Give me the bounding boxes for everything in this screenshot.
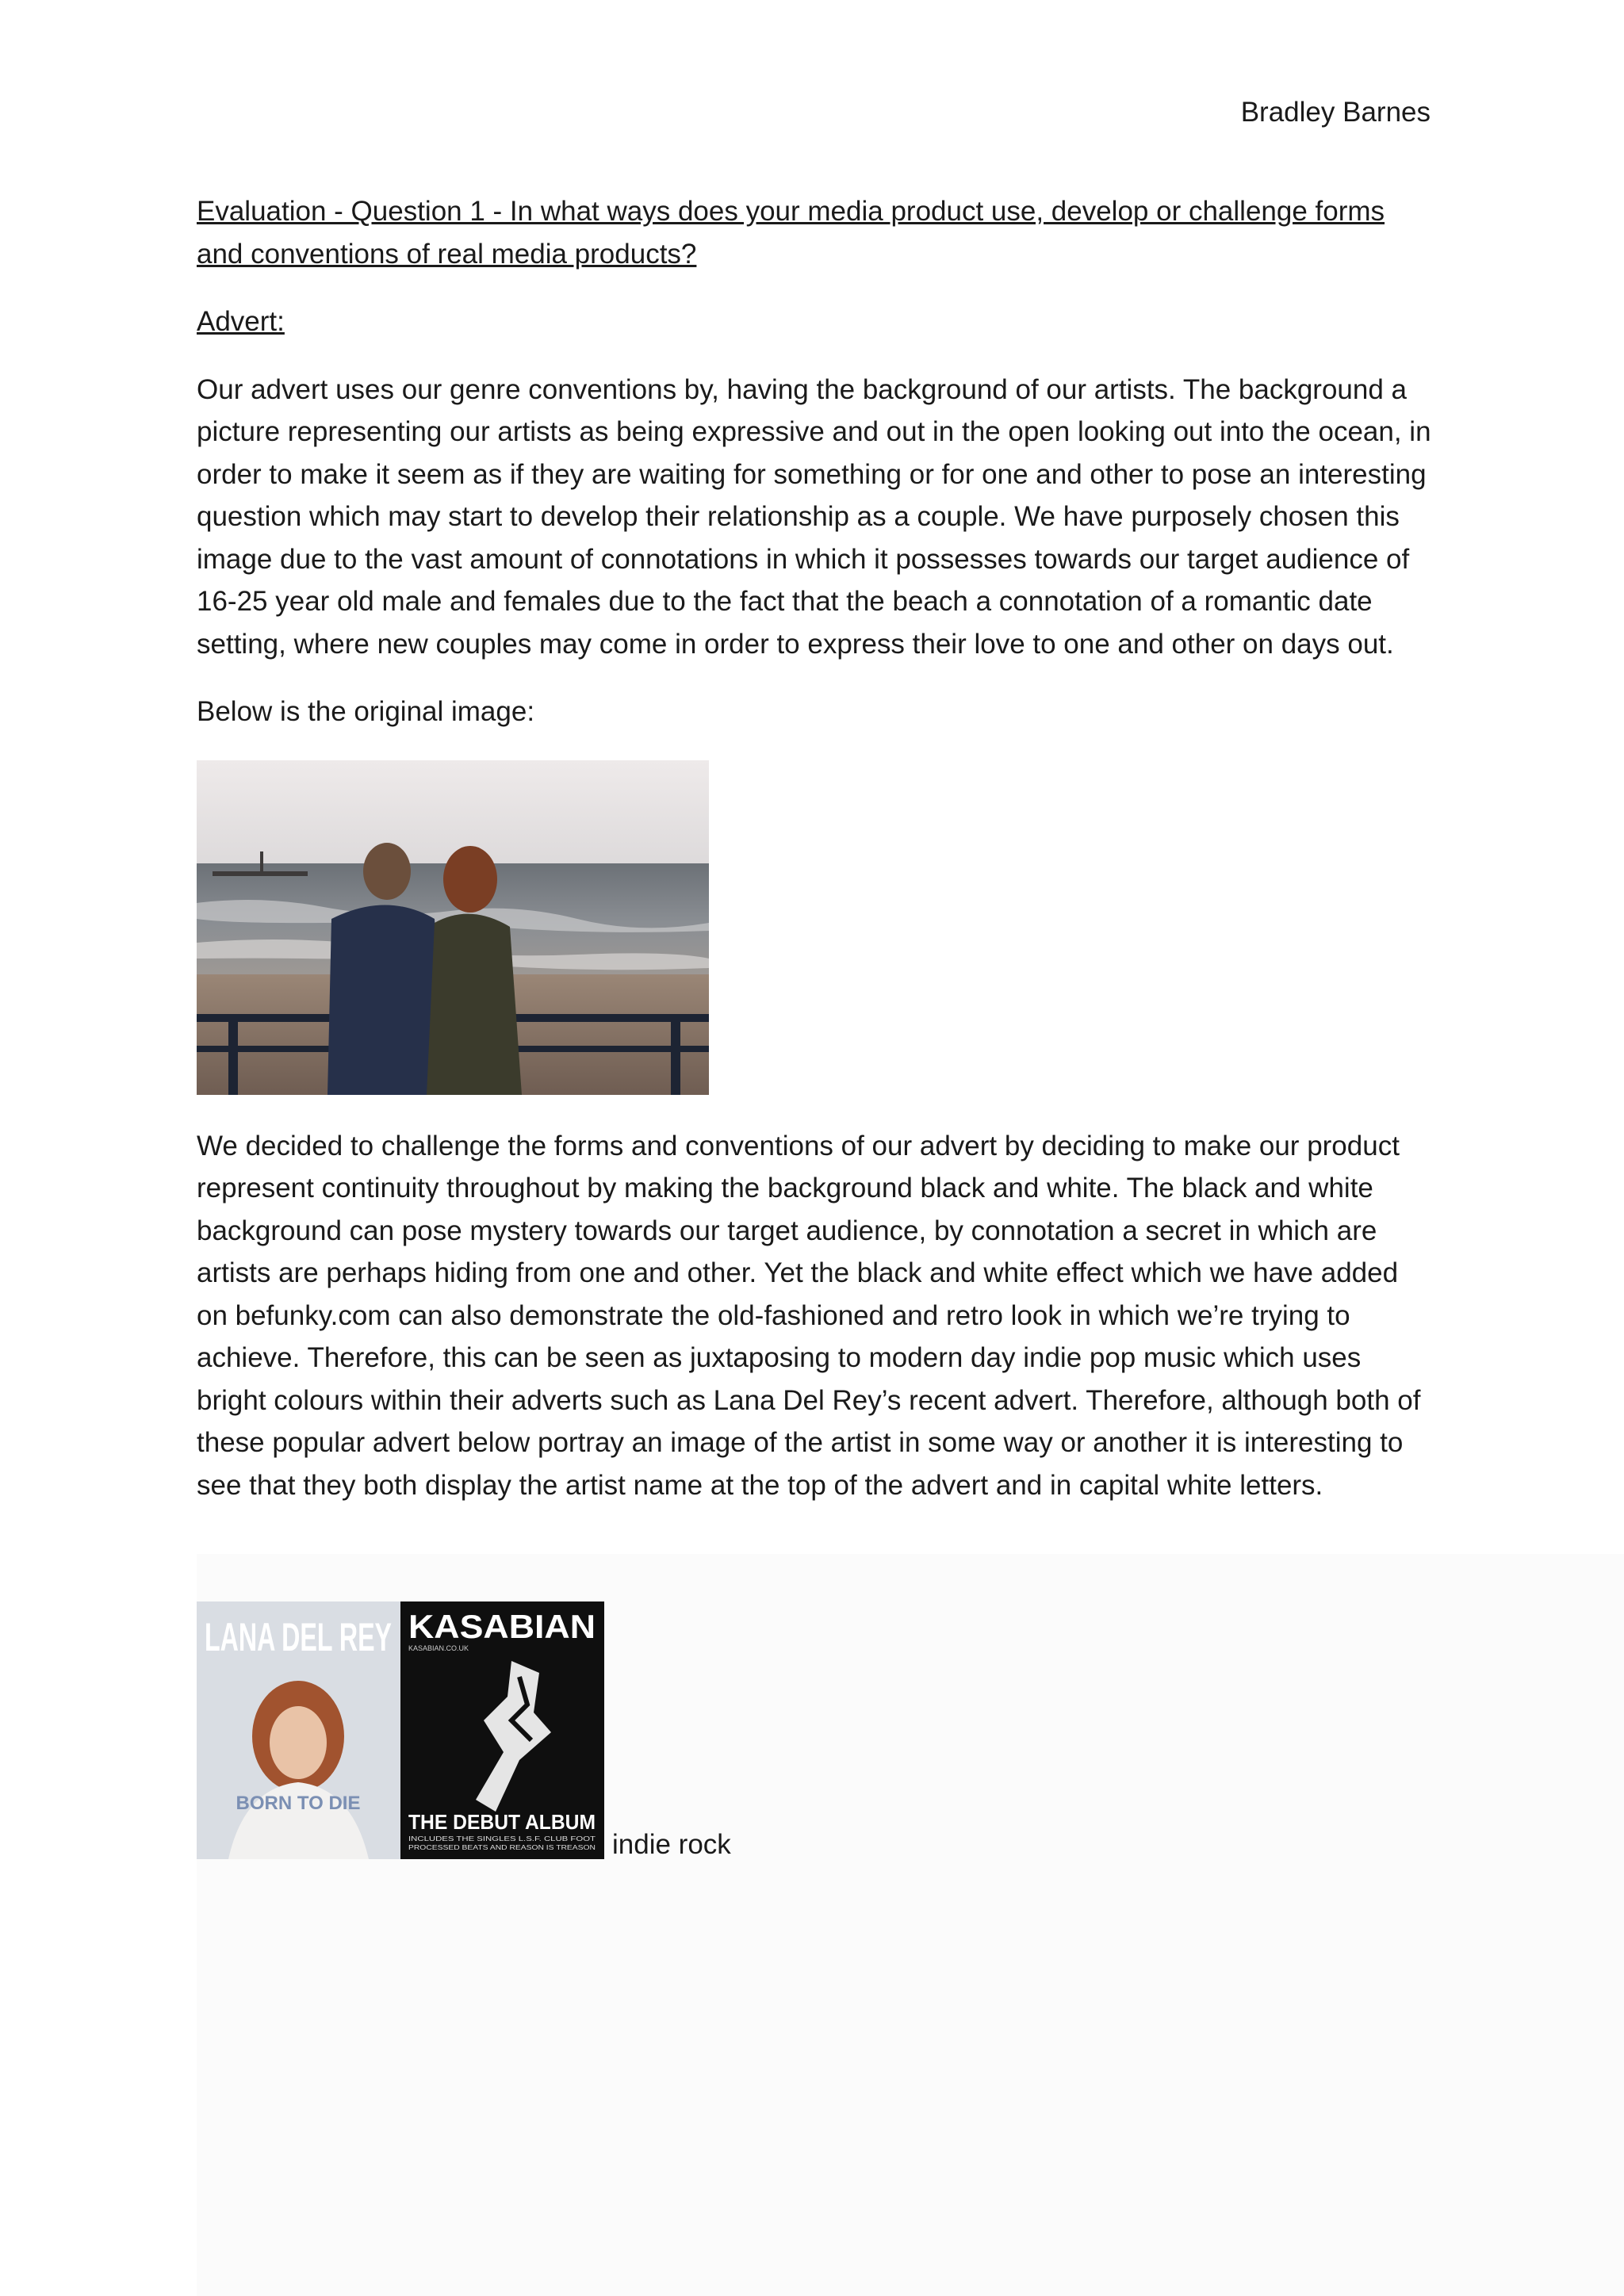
- kasabian-subtitle-1: INCLUDES THE SINGLES L.S.F. CLUB FOOT: [408, 1835, 596, 1843]
- advert-section-label: Advert:: [197, 306, 285, 337]
- beach-couple-photo: [197, 760, 709, 1095]
- kasabian-small-text: KASABIAN.CO.UK: [408, 1644, 469, 1652]
- kasabian-cover: [400, 1601, 604, 1859]
- author-name: Bradley Barnes: [1240, 97, 1431, 128]
- question-heading: Evaluation - Question 1 - In what ways does your media product use, develop or challenge forms and conventions of real media products?: [197, 196, 1385, 270]
- covers-caption: indie rock: [612, 1829, 731, 1860]
- lana-artist-text: LANA DEL REY: [205, 1615, 392, 1659]
- beach-couple-illustration: [197, 760, 709, 1095]
- lana-album-title: BORN TO DIE: [236, 1793, 361, 1814]
- lana-del-rey-cover: [197, 1601, 400, 1859]
- kasabian-artist-text: KASABIAN: [408, 1608, 596, 1645]
- kasabian-cover-art: [400, 1601, 604, 1859]
- document-body: [197, 190, 1434, 1859]
- challenge-paragraph: We decided to challenge the forms and conventions of our advert by deciding to make our product represent continuity throughout by making the background black and white. The black and white background can pose mystery towards our target audience, by connotation a secret in which are artists are perhaps hiding from one and other. Yet the black and white effect which we have added on befunky.com can also demonstrate the old-fashioned and retro look in which we’re trying to achieve. Therefore, this can be seen as juxtaposing to modern day indie pop music which uses bright colours within their adverts such as Lana Del Rey’s recent advert. Therefore, although both of these popular advert below portray an image of the artist in some way or another it is interesting to see that they both display the artist name at the top of the advert and in capital white letters.: [197, 1130, 1421, 1501]
- image-intro-text: Below is the original image:: [197, 696, 535, 727]
- album-covers-row: [197, 1601, 1434, 1859]
- kasabian-album-title: THE DEBUT ALBUM: [408, 1810, 596, 1834]
- kasabian-subtitle-2: PROCESSED BEATS AND REASON IS TREASON: [408, 1844, 596, 1851]
- advert-paragraph: Our advert uses our genre conventions by, having the background of our artists. The background a picture representing our artists as being expressive and out in the open looking out into the ocean, in order to make it seem as if they are waiting for something or for one and other to pose an interesting question which may start to develop their relationship as a couple. We have purposely chosen this image due to the vast amount of connotations in which it possesses towards our target audience of 16-25 year old male and females due to the fact that the beach a connotation of a romantic date setting, where new couples may come in order to express their love to one and other on days out.: [197, 373, 1431, 660]
- lana-del-rey-cover-art: [197, 1601, 400, 1859]
